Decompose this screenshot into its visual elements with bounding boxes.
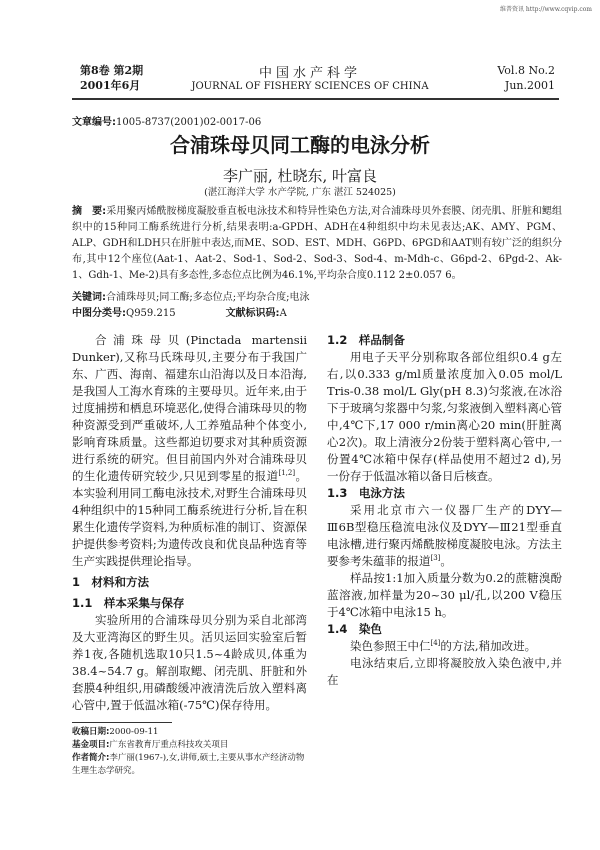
fund-value: 广东省教育厅重点科技攻关项目: [109, 740, 229, 750]
journal-name: [175, 62, 445, 92]
doc-id: A: [279, 308, 287, 319]
right-column: [327, 332, 562, 778]
affiliation: (湛江海洋大学 水产学院, 广东 湛江 524025): [204, 187, 396, 198]
citation: [3]: [430, 554, 441, 563]
intro-text: 合浦珠母贝(Pinctada martensii Dunker),又称马氏珠母贝,主要分布于我国广东、广西、海南、福建东山沿海以及日本沿海,是我国人工海水育珠的主要母贝。近年来,由于过度捕捞和栖息环境恶化,使得合浦珠母贝的物种资源受到严重破坏,人工养殖品种个体变小,影响育珠质量。这些都迫切要求对其种质资源进行系统的研究。但目前国内外对合浦珠母贝的生化遗传研究较少,只见到零星的报道: [72, 333, 307, 483]
abstract: [72, 204, 562, 284]
received-value: 2000-09-11: [109, 727, 159, 737]
left-column: [72, 332, 307, 778]
paragraph: 电泳结束后,立即将凝胶放入染色液中,并在: [327, 656, 562, 687]
header-volume: [80, 63, 143, 93]
paragraph-end: 。: [440, 554, 452, 568]
footnotes: [72, 723, 307, 778]
article-content: [72, 116, 562, 778]
intro-text-2: 。本实验利用同工酶电泳技术,对野生合浦珠母贝4种组织中的15种同工酶系统进行分析,旨在积累生化遗传学资料,为种质标准的制订、资源保护提供参考资料;为遗传改良和优良品种选育等生产实践提供理论指导。: [72, 469, 308, 568]
paragraph: [327, 638, 562, 655]
paragraph: 用电子天平分别称取各部位组织0.4 g左右,以0.333 g/ml质量浓度加入0.05 mol/L Tris-0.38 mol/L Gly(pH 8.3)匀浆液,在冰浴下于玻璃匀浆器中匀浆,匀浆液倒入塑料离心管中,4℃下,17 000 r/min离心20 min(肝脏离心2次)。取上清液分2份装于塑料离心管中,一份置4℃冰箱中保存(样品使用不超过2 d),另一份存于低温冰箱以备日后核查。: [327, 350, 562, 483]
paragraph-text: 采用北京市六一仪器厂生产的DYY—Ⅲ6B型稳压稳流电泳仪及DYY—Ⅲ21型垂直电泳槽,进行聚丙烯酰胺梯度凝胶电泳。方法主要参考朱蕴菲的报道: [327, 503, 562, 568]
body-columns: [72, 332, 562, 778]
fund: [72, 739, 307, 752]
keywords: [72, 290, 562, 306]
article-number-value: 1005-8737(2001)02-0017-06: [116, 117, 262, 128]
subsection-heading: 1.1 样本采集与保存: [72, 596, 185, 610]
citation: [1,2]: [278, 469, 296, 478]
authors: 李广丽, 杜晓东, 叶富良: [222, 167, 378, 185]
keywords-label: 关键词:: [72, 292, 106, 303]
received-date: [72, 726, 307, 739]
article-number-label: 文章编号:: [72, 117, 116, 128]
issue-date: 2001年6月: [80, 79, 141, 92]
journal-name-en: JOURNAL OF FISHERY SCIENCES OF CHINA: [191, 81, 429, 92]
doc-id-label: 文献标识码:: [225, 308, 280, 319]
paragraph: 实验所用的合浦珠母贝分别为采自北部湾及大亚湾海区的野生贝。活贝运回实验室后暂养1夜,各随机选取10只1.5~4龄成贝,体重为38.4~54.7 g。解剖取鳃、闭壳肌、肝脏和外套膜4种组织,用磷酸缓冲液清洗后放入塑料离心管中,置于低温冰箱(-75℃)保存待用。: [72, 613, 307, 712]
article-number: [72, 116, 562, 130]
author-bio: [72, 752, 307, 778]
keywords-text: 合浦珠母贝;同工酶;多态位点;平均杂合度;电泳: [106, 292, 310, 303]
abstract-label: 摘 要:: [72, 206, 107, 217]
volume-issue: 第8卷 第2期: [80, 64, 144, 77]
issue-date-en: Jun.2001: [504, 79, 555, 92]
author-bio-value: 李广丽(1967-),女,讲师,硕士,主要从事水产经济动物生理生态学研究。: [72, 753, 305, 776]
subsection-heading: 1.2 样品制备: [327, 333, 405, 347]
citation: [4]: [430, 639, 441, 648]
section-heading: 1 材料和方法: [72, 575, 150, 589]
received-label: 收稿日期:: [72, 727, 110, 737]
intro-paragraph: [72, 332, 307, 570]
paragraph: [327, 502, 562, 570]
fund-label: 基金项目:: [72, 740, 110, 750]
class-label: 中图分类号:: [72, 308, 126, 319]
paragraph: 样品按1:1加入质量分数为0.2的蔗糖溴酚蓝溶液,加样量为20~30 μl/孔,以200 V稳压于4℃冰箱中电泳15 h。: [327, 571, 562, 619]
paper-title: 合浦珠母贝同工酶的电泳分析: [170, 133, 430, 157]
paragraph-text: 染色参照王中仁: [350, 639, 431, 653]
subsection-heading: 1.3 电泳方法: [327, 486, 405, 500]
paragraph-end: 的方法,稍加改进。: [440, 639, 537, 653]
header-rule: [72, 98, 559, 100]
class-number: Q959.215: [126, 308, 176, 319]
abstract-text: 采用聚丙烯酰胺梯度凝胶垂直板电泳技术和特异性染色方法,对合浦珠母贝外套膜、闭壳肌、肝脏和鳃组织中的15种同工酶系统进行分析,结果表明:a-GPDH、ADH在4种组织中均未见表达;AK、AMY、PGM、ALP、GDH和LDH只在肝脏中表达,而ME、SOD、EST、MDH、G6PD、6PGD和AAT则有较广泛的组织分布,其中12个座位(Aat-1、Aat-2、Sod-1、Sod-2、Sod-3、Sod-4、m-Mdh-c、G6pd-2、6Pgd-2、Ak-1、Gdh-1、Me-2)具有多态性,多态位点比例为46.1%,平均杂合度0.112 2±0.057 6。: [72, 206, 562, 281]
volume-issue-en: Vol.8 No.2: [497, 64, 555, 77]
author-bio-label: 作者简介:: [72, 753, 110, 763]
journal-name-cn: 中国水产科学: [258, 66, 361, 81]
header-volume-en: [497, 63, 555, 93]
subsection-heading: 1.4 染色: [327, 622, 382, 636]
classification: [72, 306, 562, 322]
watermark: 维普资讯 http://www.cqvip.com: [499, 6, 592, 13]
